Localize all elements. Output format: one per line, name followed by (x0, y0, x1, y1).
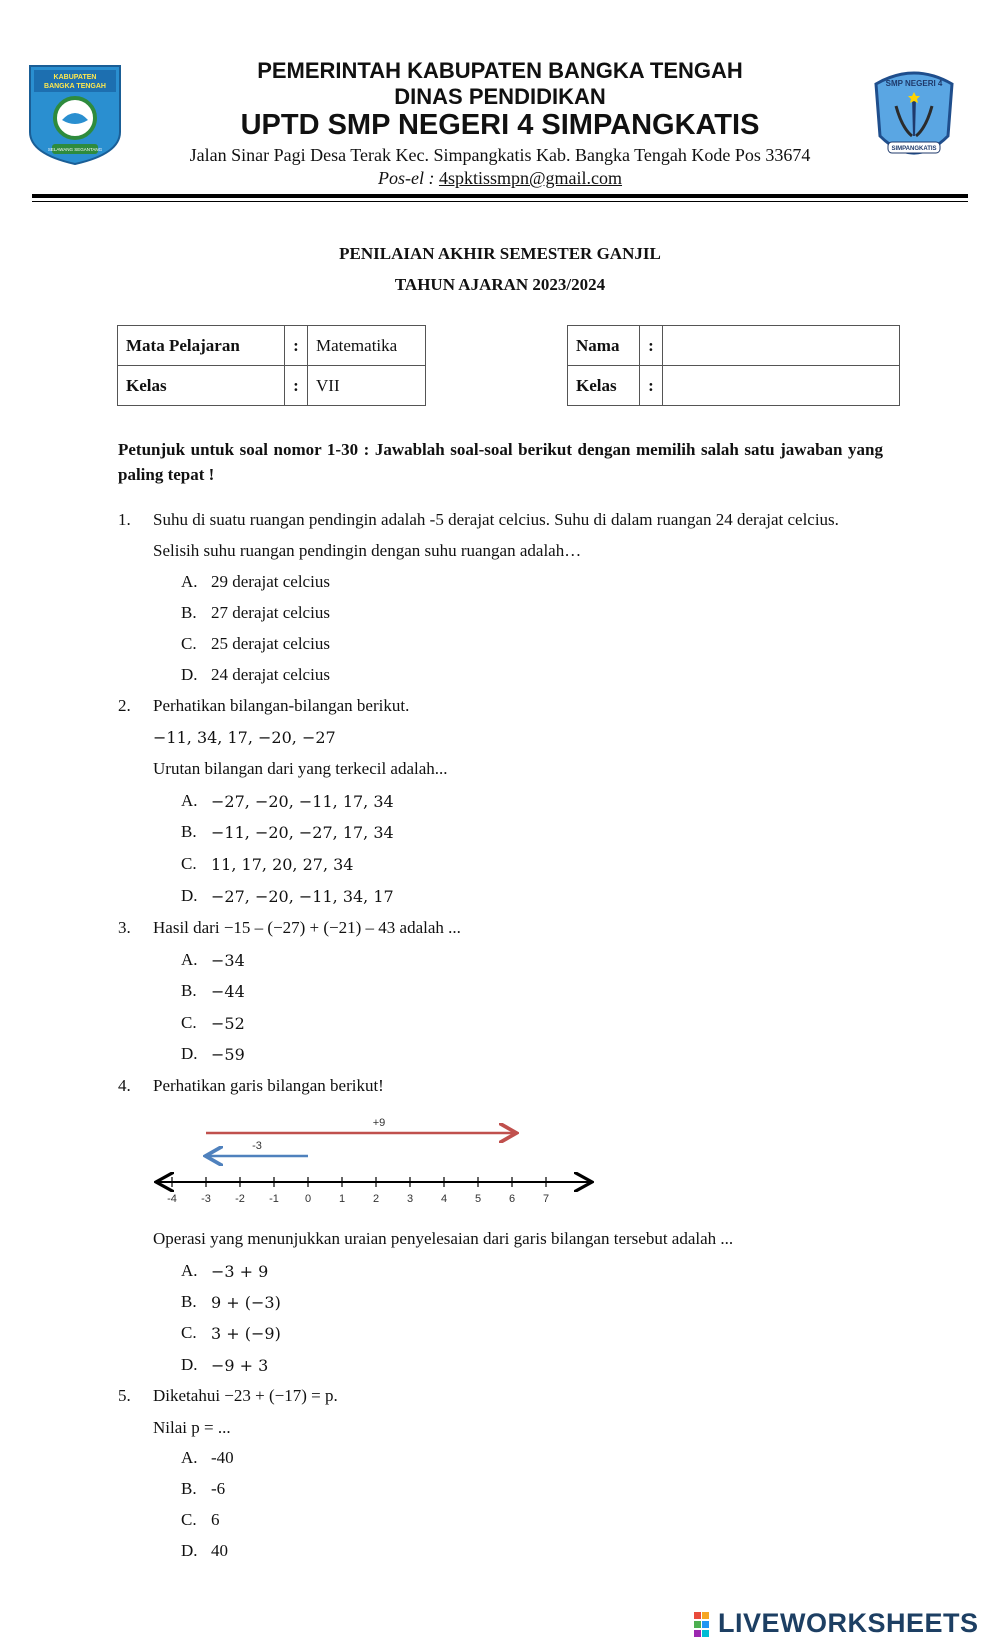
option-letter: A. (181, 1261, 198, 1280)
answer-option[interactable]: -6 (211, 1479, 226, 1498)
question-text: Perhatikan bilangan-bilangan berikut. (153, 696, 410, 715)
class-label: Kelas (118, 366, 285, 406)
option-letter: C. (181, 1013, 197, 1032)
answer-option[interactable]: −59 (211, 1045, 245, 1064)
student-class-label: Kelas (568, 366, 640, 406)
option-letter: B. (181, 822, 197, 841)
table-row (118, 366, 426, 406)
header-address: Jalan Sinar Pagi Desa Terak Kec. Simpangkatis Kab. Bangka Tengah Kode Pos 33674 (189, 145, 811, 165)
header-school-name: UPTD SMP NEGERI 4 SIMPANGKATIS (240, 109, 760, 141)
answer-option[interactable]: 24 derajat celcius (211, 665, 330, 684)
option-letter: D. (181, 1355, 198, 1374)
option-letter: D. (181, 665, 198, 684)
smp-negeri-4-emblem-logo (866, 66, 962, 170)
answer-option[interactable]: 3 + (−9) (211, 1324, 281, 1343)
academic-year: TAHUN AJARAN 2023/2024 (394, 275, 606, 294)
question-text: Suhu di suatu ruangan pendingin adalah -5 derajat celcius. Suhu di dalam ruangan 24 derajat celcius. (153, 510, 839, 529)
colon: : (285, 366, 308, 406)
option-letter: C. (181, 854, 197, 873)
answer-option[interactable]: −11, −20, −27, 17, 34 (211, 823, 394, 842)
option-letter: D. (181, 1541, 198, 1560)
minus-three-label: -3 (252, 1140, 262, 1152)
name-label: Nama (568, 326, 640, 366)
class-value: VII (308, 366, 426, 406)
option-letter: D. (181, 1044, 198, 1063)
option-letter: B. (181, 981, 197, 1000)
number-line-tick-label: 7 (542, 1193, 550, 1205)
option-letter: B. (181, 1479, 197, 1498)
option-letter: D. (181, 886, 198, 905)
header-divider-thin (32, 201, 968, 202)
number-line-tick-label: 4 (440, 1193, 448, 1205)
answer-option[interactable]: 40 (211, 1541, 228, 1560)
table-row (568, 326, 900, 366)
option-letter: A. (181, 791, 198, 810)
answer-option[interactable]: −52 (211, 1014, 245, 1033)
colon: : (640, 366, 663, 406)
question-text: Hasil dari −15 – (−27) + (−21) – 43 adalah ... (153, 918, 461, 937)
liveworksheets-brand[interactable]: LIVEWORKSHEETS (718, 1608, 979, 1638)
plus-nine-label: +9 (372, 1117, 386, 1129)
crest-text-motto: SELAWANG SEGANTANG (47, 147, 103, 152)
question-text: Perhatikan garis bilangan berikut! (153, 1076, 384, 1095)
answer-option[interactable]: −27, −20, −11, 34, 17 (211, 887, 394, 906)
header-email-line (130, 168, 870, 189)
option-letter: C. (181, 1510, 197, 1529)
crest-text-region: BANGKA TENGAH (44, 83, 106, 90)
question-numbers-list: −11, 34, 17, −20, −27 (153, 728, 336, 747)
question-number: 3. (118, 918, 131, 937)
student-name-field[interactable] (663, 326, 900, 366)
answer-option[interactable]: -40 (211, 1448, 234, 1467)
subject-value: Matematika (308, 326, 426, 366)
number-line-tick-label: -4 (167, 1193, 177, 1205)
number-line-tick-label: 3 (406, 1193, 414, 1205)
table-row (118, 326, 426, 366)
subject-label: Mata Pelajaran (118, 326, 285, 366)
number-line-tick-label: 1 (338, 1193, 346, 1205)
colon: : (640, 326, 663, 366)
answer-option[interactable]: 27 derajat celcius (211, 603, 330, 622)
colon: : (285, 326, 308, 366)
answer-option[interactable]: 25 derajat celcius (211, 634, 330, 653)
number-line-tick-label: -1 (269, 1193, 279, 1205)
answer-option[interactable]: −3 + 9 (211, 1262, 269, 1281)
email-label: Pos-el : (377, 168, 435, 188)
option-letter: A. (181, 1448, 198, 1467)
number-line-tick-label: 0 (304, 1193, 312, 1205)
answer-option[interactable]: −9 + 3 (211, 1356, 269, 1375)
header-government: PEMERINTAH KABUPATEN BANGKA TENGAH (257, 58, 743, 83)
number-line-tick-label: 6 (508, 1193, 516, 1205)
answer-option[interactable]: 11, 17, 20, 27, 34 (211, 855, 354, 874)
answer-option[interactable]: 9 + (−3) (211, 1293, 281, 1312)
student-info-table (567, 325, 900, 406)
number-line-tick-label: -2 (235, 1193, 245, 1205)
liveworksheets-icon (694, 1612, 718, 1638)
option-letter: A. (181, 950, 198, 969)
option-letter: A. (181, 572, 198, 591)
student-class-field[interactable] (663, 366, 900, 406)
number-line-tick-label: 5 (474, 1193, 482, 1205)
question-text: Urutan bilangan dari yang terkecil adalah... (153, 759, 448, 778)
answer-option[interactable]: −34 (211, 951, 245, 970)
emblem-text-school: SMP NEGERI 4 (885, 79, 943, 88)
question-text: Diketahui −23 + (−17) = p. (153, 1386, 338, 1405)
answer-option[interactable]: −27, −20, −11, 17, 34 (211, 792, 394, 811)
number-line-tick-label: 2 (372, 1193, 380, 1205)
option-letter: C. (181, 634, 197, 653)
emblem-text-town: SIMPANGKATIS (891, 146, 937, 152)
question-number: 4. (118, 1076, 131, 1095)
exam-title: PENILAIAN AKHIR SEMESTER GANJIL (339, 244, 661, 263)
question-text: Nilai p = ... (153, 1418, 231, 1437)
answer-option[interactable]: −44 (211, 982, 245, 1001)
header-department: DINAS PENDIDIKAN (394, 84, 606, 109)
answer-option[interactable]: 29 derajat celcius (211, 572, 330, 591)
question-number: 2. (118, 696, 131, 715)
answer-option[interactable]: 6 (211, 1510, 220, 1529)
question-number: 5. (118, 1386, 131, 1405)
subject-info-table (117, 325, 426, 406)
question-text: Selisih suhu ruangan pendingin dengan suhu ruangan adalah… (153, 541, 582, 560)
number-line-figure (150, 1112, 610, 1206)
table-row (568, 366, 900, 406)
number-line-tick-label: -3 (201, 1193, 211, 1205)
header-divider-thick (32, 194, 968, 198)
instructions: Petunjuk untuk soal nomor 1-30 : Jawablah soal-soal berikut dengan memilih salah satu jawaban yang paling tepat ! (118, 440, 883, 484)
option-letter: C. (181, 1323, 197, 1342)
question-number: 1. (118, 510, 131, 529)
question-text: Operasi yang menunjukkan uraian penyelesaian dari garis bilangan tersebut adalah ... (153, 1229, 734, 1248)
crest-text-kabupaten: KABUPATEN (53, 74, 97, 81)
bangka-tengah-crest-logo (26, 62, 124, 166)
option-letter: B. (181, 603, 197, 622)
email-link[interactable]: 4spktissmpn@gmail.com (438, 168, 623, 188)
option-letter: B. (181, 1292, 197, 1311)
